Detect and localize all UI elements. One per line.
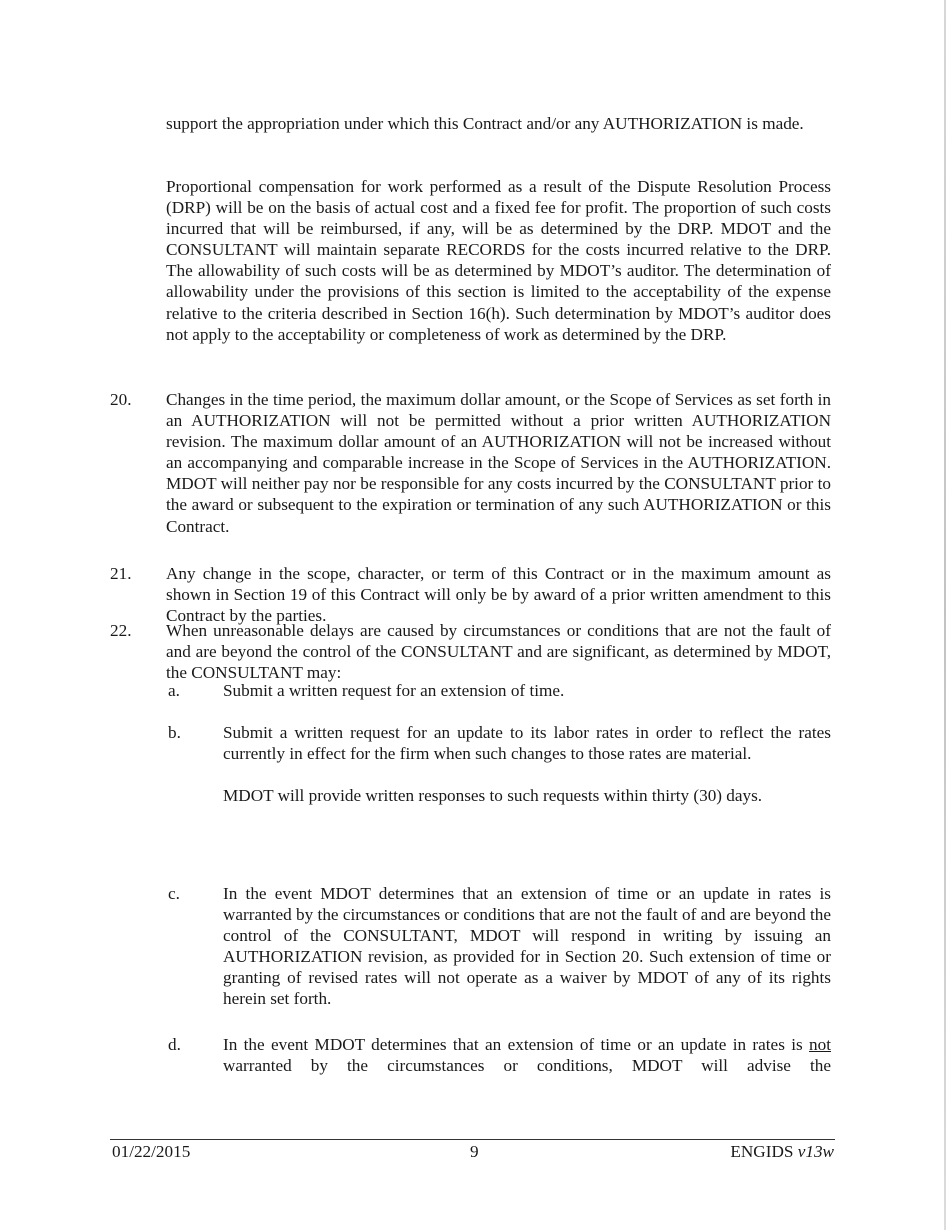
item-d-text (223, 1034, 831, 1076)
item-d-text-start: In the event MDOT determines that an extension of time or an update in rates is (223, 1035, 810, 1054)
item-c-letter: c. (168, 884, 180, 903)
item-b-letter: b. (168, 723, 181, 742)
section-20-text: Changes in the time period, the maximum dollar amount, or the Scope of Services as set forth in an AUTHORIZATION will not be permitted without a prior written AUTHORIZATION revision. The maximum dollar amount of an AUTHORIZATION will not be increased without an accompanying and comparable increase in the Scope of Services in the AUTHORIZATION. MDOT will neither pay nor be responsible for any costs incurred by the CONSULTANT prior to the award or subsequent to the expiration or termination of any such AUTHORIZATION or this Contract. (166, 390, 831, 536)
section-22-text: When unreasonable delays are caused by circumstances or conditions that are not the fault of and are beyond the control of the CONSULTANT and are significant, as determined by MDOT, the CONSULTANT may: (166, 621, 831, 683)
item-d-underlined-word: not (809, 1035, 831, 1054)
section-21-number: 21. (110, 564, 132, 583)
footer-date: 01/22/2015 (112, 1142, 191, 1161)
section-22-number: 22. (110, 621, 132, 640)
footer-document-id (730, 1141, 834, 1162)
continued-paragraph: support the appropriation under which this Contract and/or any AUTHORIZATION is made. (166, 114, 804, 133)
item-a-text: Submit a written request for an extension of time. (223, 681, 565, 700)
item-a-letter: a. (168, 681, 180, 700)
item-d-letter: d. (168, 1035, 181, 1054)
item-c-text: In the event MDOT determines that an extension of time or an update in rates is warranted by the circumstances or conditions that are not the fault of and are beyond the control of the CONSULTANT, MDOT will respond in writing by issuing an AUTHORIZATION revision, as provided for in Section 20. Such extension of time or granting of revised rates will not operate as a waiver by MDOT of any of its rights herein set forth. (223, 884, 831, 1009)
footer-page-number: 9 (470, 1142, 479, 1161)
item-b-text: Submit a written request for an update to its labor rates in order to reflect the rates currently in effect for the firm when such changes to those rates are material. (223, 723, 831, 764)
footer-document-name: ENGIDS (730, 1142, 794, 1161)
item-b-response: MDOT will provide written responses to such requests within thirty (30) days. (223, 786, 763, 805)
proportional-compensation-paragraph: Proportional compensation for work performed as a result of the Dispute Resolution Process (DRP) will be on the basis of actual cost and a fixed fee for profit. The proportion of such costs incurred that will be reimbursed, if any, will be as determined by the DRP. MDOT and the CONSULTANT will maintain separate RECORDS for the costs incurred relative to the DRP. The allowability of such costs will be as determined by MDOT’s auditor. The determination of allowability under the provisions of this section is limited to the acceptability of the expense relative to the criteria described in Section 16(h). Such determination by MDOT’s auditor does not apply to the acceptability or completeness of work as determined by the DRP. (166, 177, 831, 344)
scanned-page-edge (944, 0, 946, 1230)
footer-rule (110, 1139, 835, 1140)
section-20-number: 20. (110, 390, 132, 409)
section-21-text: Any change in the scope, character, or term of this Contract or in the maximum amount as shown in Section 19 of this Contract will only be by award of a prior written amendment to this Contract by the parties. (166, 564, 831, 626)
footer-document-version: v13w (797, 1142, 834, 1161)
item-d-text-end: warranted by the circumstances or conditions, MDOT will advise the (223, 1056, 831, 1076)
